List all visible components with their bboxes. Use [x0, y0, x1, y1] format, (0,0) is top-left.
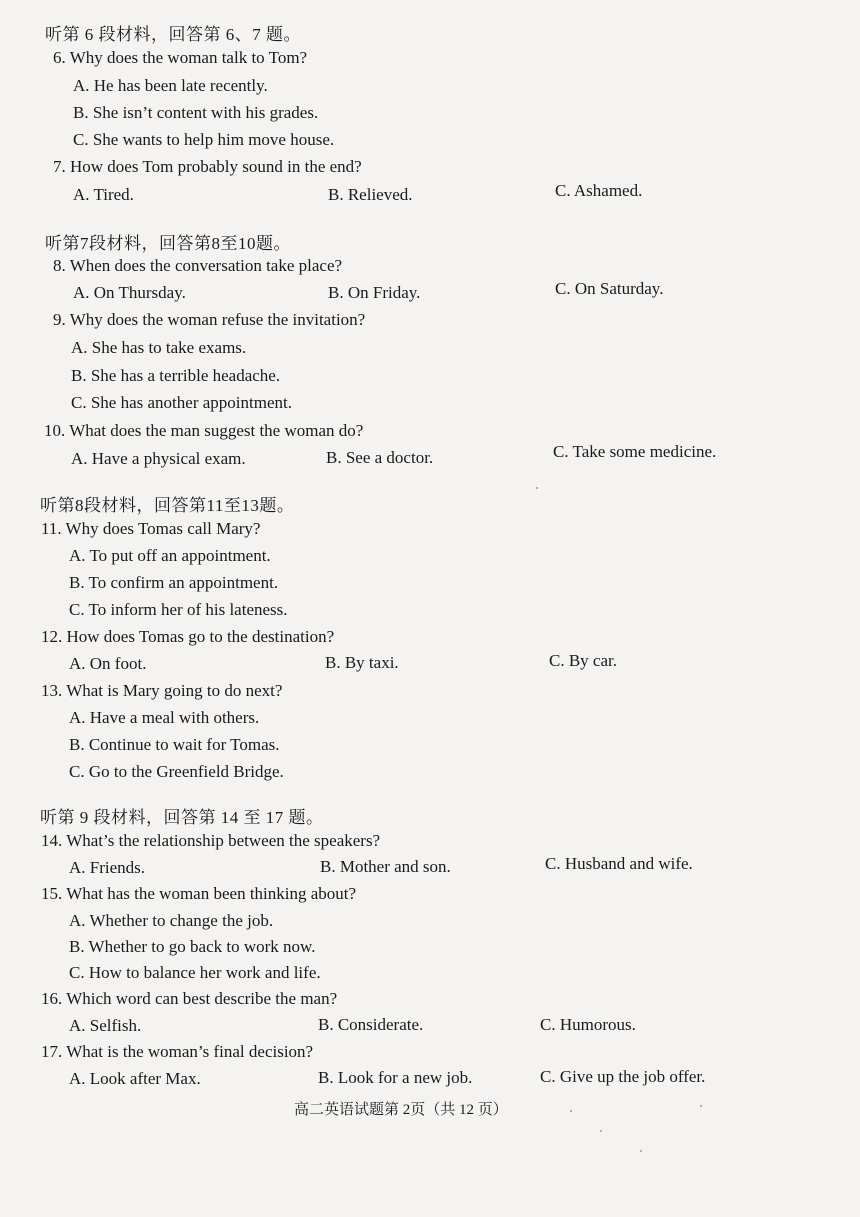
option: C. Ashamed. — [555, 181, 643, 200]
question-stem: 10. What does the man suggest the woman do? — [44, 421, 364, 440]
option: B. Look for a new job. — [318, 1068, 473, 1087]
question-stem: 11. Why does Tomas call Mary? — [41, 519, 261, 538]
option: C. Go to the Greenfield Bridge. — [69, 762, 284, 781]
question-stem: 13. What is Mary going to do next? — [41, 681, 283, 700]
option: A. Selfish. — [69, 1016, 142, 1035]
question-stem: 8. When does the conversation take place? — [53, 256, 343, 275]
question-stem: 6. Why does the woman talk to Tom? — [53, 48, 308, 67]
option: A. Have a physical exam. — [71, 449, 246, 468]
question-stem: 9. Why does the woman refuse the invitation? — [53, 310, 366, 329]
option: B. To confirm an appointment. — [69, 573, 279, 592]
option: A. Tired. — [73, 185, 134, 204]
section-header: 听第7段材料，回答第8至10题。 — [45, 234, 291, 253]
section-header: 听第 6 段材料，回答第 6、7 题。 — [45, 25, 301, 44]
question-stem: 17. What is the woman’s final decision? — [41, 1042, 314, 1061]
option: B. By taxi. — [325, 653, 399, 672]
option: C. Husband and wife. — [545, 854, 693, 873]
option: A. She has to take exams. — [71, 338, 247, 357]
scan-speck — [536, 487, 538, 489]
question-stem: 14. What’s the relationship between the speakers? — [41, 831, 381, 850]
question-stem: 15. What has the woman been thinking about? — [41, 884, 357, 903]
option: A. Have a meal with others. — [69, 708, 260, 727]
page-footer: 高二英语试题第 2页（共 12 页） — [294, 1102, 508, 1118]
question-stem: 7. How does Tom probably sound in the end? — [53, 157, 362, 176]
section-header: 听第8段材料，回答第11至13题。 — [40, 496, 295, 515]
option: C. She has another appointment. — [71, 393, 292, 412]
option: A. Whether to change the job. — [69, 911, 274, 930]
option: B. Continue to wait for Tomas. — [69, 735, 280, 754]
option: B. She isn’t content with his grades. — [73, 103, 319, 122]
scan-speck — [600, 1130, 602, 1132]
option: A. To put off an appointment. — [69, 546, 271, 565]
option: C. Take some medicine. — [553, 442, 717, 461]
scan-speck — [570, 1110, 572, 1112]
scan-speck — [640, 1150, 642, 1152]
section-header: 听第 9 段材料，回答第 14 至 17 题。 — [40, 808, 324, 827]
option: B. See a doctor. — [326, 448, 434, 467]
option: A. On Thursday. — [73, 283, 186, 302]
option: B. Mother and son. — [320, 857, 451, 876]
option: B. Considerate. — [318, 1015, 424, 1034]
option: C. On Saturday. — [555, 279, 664, 298]
option: C. Humorous. — [540, 1015, 636, 1034]
option: B. Relieved. — [328, 185, 413, 204]
option: C. By car. — [549, 651, 617, 670]
option: A. On foot. — [69, 654, 147, 673]
option: B. She has a terrible headache. — [71, 366, 281, 385]
question-stem: 16. Which word can best describe the man? — [41, 989, 338, 1008]
scan-speck — [700, 1105, 702, 1107]
option: A. Friends. — [69, 858, 146, 877]
option: C. Give up the job offer. — [540, 1067, 706, 1086]
option: C. To inform her of his lateness. — [69, 600, 288, 619]
option: B. Whether to go back to work now. — [69, 937, 316, 956]
option: C. How to balance her work and life. — [69, 963, 321, 982]
option: A. He has been late recently. — [73, 76, 268, 95]
question-stem: 12. How does Tomas go to the destination? — [41, 627, 335, 646]
option: B. On Friday. — [328, 283, 421, 302]
option: C. She wants to help him move house. — [73, 130, 335, 149]
option: A. Look after Max. — [69, 1069, 201, 1088]
